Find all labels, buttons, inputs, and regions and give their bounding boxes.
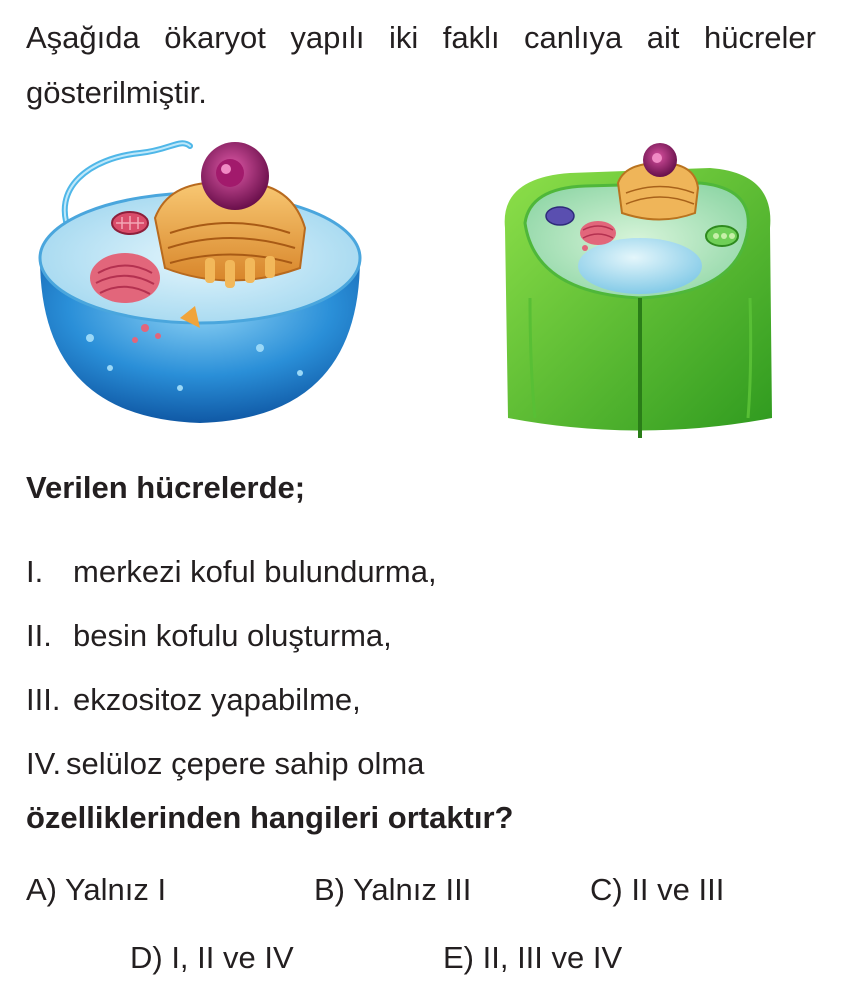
question-stem: özelliklerinden hangileri ortaktır? [26,800,514,835]
option-b[interactable]: B) Yalnız III [314,872,472,907]
statement-item [26,738,437,802]
statement-text: merkezi koful bulundurma, [73,554,437,589]
statement-number: II. [26,618,52,653]
question-intro: Aşağıda ökaryot yapılı iki faklı canlıya ait hücreler gösterilmiştir. [26,20,816,110]
statement-heading: Verilen hücrelerde; [26,470,306,505]
option-d[interactable]: D) I, II ve IV [130,940,294,975]
statement-number: IV. [26,746,62,781]
statement-item [26,546,437,610]
option-c[interactable]: C) II ve III [590,872,725,907]
statement-item [26,674,437,738]
statement-text: ekzositoz yapabilme, [73,682,361,717]
animal-cell-illustration [30,118,370,438]
statement-item [26,610,437,674]
plant-cell-illustration [490,118,790,448]
statement-list [26,546,437,802]
statement-number: III. [26,682,61,717]
option-e[interactable]: E) II, III ve IV [443,940,623,975]
statement-number: I. [26,554,44,589]
option-a[interactable]: A) Yalnız I [26,872,167,907]
statement-text: selüloz çepere sahip olma [66,746,425,781]
statement-text: besin kofulu oluşturma, [73,618,392,653]
